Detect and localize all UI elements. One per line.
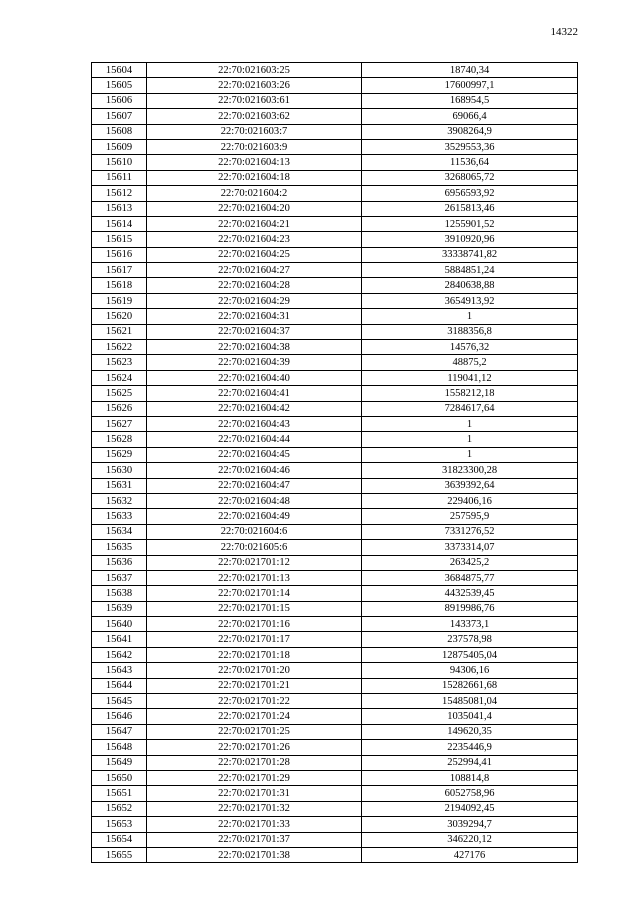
table-row [92,263,578,278]
cadastral-number-cell: 22:70:021604:2 [147,186,362,201]
cadastral-number-cell: 22:70:021701:20 [147,663,362,678]
cadastral-value-cell: 3268065,72 [362,170,578,185]
row-number-cell: 15642 [92,647,147,662]
cadastral-value-cell: 69066,4 [362,109,578,124]
row-number-cell: 15612 [92,186,147,201]
table-row [92,247,578,262]
table-row [92,278,578,293]
cadastral-value-cell: 149620,35 [362,724,578,739]
table-row [92,478,578,493]
cadastral-value-cell: 3684875,77 [362,570,578,585]
cadastral-value-cell: 2615813,46 [362,201,578,216]
table-row [92,324,578,339]
cadastral-number-cell: 22:70:021701:31 [147,786,362,801]
table-row [92,663,578,678]
row-number-cell: 15625 [92,386,147,401]
row-number-cell: 15610 [92,155,147,170]
cadastral-number-cell: 22:70:021701:24 [147,709,362,724]
cadastral-number-cell: 22:70:021701:14 [147,586,362,601]
table-row [92,355,578,370]
cadastral-number-cell: 22:70:021604:39 [147,355,362,370]
cadastral-number-cell: 22:70:021604:42 [147,401,362,416]
cadastral-value-cell: 15485081,04 [362,694,578,709]
cadastral-value-cell: 5884851,24 [362,263,578,278]
row-number-cell: 15608 [92,124,147,139]
table-row [92,770,578,785]
row-number-cell: 15640 [92,617,147,632]
cadastral-number-cell: 22:70:021701:16 [147,617,362,632]
cadastral-number-cell: 22:70:021604:31 [147,309,362,324]
cadastral-value-cell: 12875405,04 [362,647,578,662]
cadastral-number-cell: 22:70:021701:33 [147,817,362,832]
row-number-cell: 15654 [92,832,147,847]
table-row [92,155,578,170]
cadastral-value-cell: 17600997,1 [362,78,578,93]
cadastral-value-cell: 48875,2 [362,355,578,370]
row-number-cell: 15623 [92,355,147,370]
cadastral-number-cell: 22:70:021604:18 [147,170,362,185]
cadastral-value-cell: 143373,1 [362,617,578,632]
table-row [92,170,578,185]
table-row [92,186,578,201]
cadastral-number-cell: 22:70:021604:40 [147,370,362,385]
cadastral-value-cell: 2194092,45 [362,801,578,816]
row-number-cell: 15648 [92,740,147,755]
table-row [92,694,578,709]
cadastral-value-cell: 7331276,52 [362,524,578,539]
row-number-cell: 15607 [92,109,147,124]
cadastral-value-cell: 3039294,7 [362,817,578,832]
table-row [92,93,578,108]
cadastral-number-cell: 22:70:021604:6 [147,524,362,539]
cadastral-number-cell: 22:70:021604:27 [147,263,362,278]
table-row [92,370,578,385]
table-row [92,416,578,431]
row-number-cell: 15651 [92,786,147,801]
row-number-cell: 15617 [92,263,147,278]
table-row [92,801,578,816]
row-number-cell: 15635 [92,540,147,555]
cadastral-number-cell: 22:70:021701:13 [147,570,362,585]
table-row [92,740,578,755]
row-number-cell: 15611 [92,170,147,185]
cadastral-value-cell: 427176 [362,847,578,862]
cadastral-value-cell: 8919986,76 [362,601,578,616]
table-row [92,570,578,585]
table-row [92,632,578,647]
table-row [92,139,578,154]
row-number-cell: 15653 [92,817,147,832]
cadastral-value-cell: 33338741,82 [362,247,578,262]
cadastral-number-cell: 22:70:021604:47 [147,478,362,493]
cadastral-number-cell: 22:70:021604:21 [147,216,362,231]
cadastral-value-cell: 7284617,64 [362,401,578,416]
row-number-cell: 15655 [92,847,147,862]
cadastral-value-cell: 3188356,8 [362,324,578,339]
table-row [92,340,578,355]
cadastral-number-cell: 22:70:021701:37 [147,832,362,847]
cadastral-number-cell: 22:70:021604:46 [147,463,362,478]
row-number-cell: 15632 [92,493,147,508]
cadastral-value-cell: 31823300,28 [362,463,578,478]
cadastral-value-cell: 108814,8 [362,770,578,785]
cadastral-value-cell: 3908264,9 [362,124,578,139]
table-row [92,493,578,508]
cadastral-number-cell: 22:70:021603:26 [147,78,362,93]
row-number-cell: 15643 [92,663,147,678]
row-number-cell: 15614 [92,216,147,231]
cadastral-number-cell: 22:70:021605:6 [147,540,362,555]
cadastral-number-cell: 22:70:021604:48 [147,493,362,508]
table-row [92,617,578,632]
cadastral-value-cell: 237578,98 [362,632,578,647]
table-row [92,509,578,524]
cadastral-value-cell: 1255901,52 [362,216,578,231]
cadastral-number-cell: 22:70:021604:29 [147,293,362,308]
cadastral-number-cell: 22:70:021604:44 [147,432,362,447]
cadastral-number-cell: 22:70:021701:18 [147,647,362,662]
table-row [92,63,578,78]
cadastral-value-cell: 3529553,36 [362,139,578,154]
cadastral-number-cell: 22:70:021701:15 [147,601,362,616]
row-number-cell: 15604 [92,63,147,78]
row-number-cell: 15619 [92,293,147,308]
cadastral-value-cell: 14576,32 [362,340,578,355]
cadastral-number-cell: 22:70:021604:20 [147,201,362,216]
table-row [92,124,578,139]
cadastral-value-cell: 263425,2 [362,555,578,570]
table-row [92,109,578,124]
table-row [92,293,578,308]
table-row [92,447,578,462]
table-row [92,309,578,324]
cadastral-value-cell: 1 [362,416,578,431]
table-body [92,63,578,863]
table-row [92,216,578,231]
table-row [92,601,578,616]
page-number: 14322 [550,26,578,38]
table-row [92,524,578,539]
cadastral-number-cell: 22:70:021604:45 [147,447,362,462]
cadastral-number-cell: 22:70:021603:25 [147,63,362,78]
row-number-cell: 15633 [92,509,147,524]
cadastral-value-cell: 252994,41 [362,755,578,770]
table-row [92,847,578,862]
cadastral-value-cell: 257595,9 [362,509,578,524]
table-row [92,463,578,478]
table-row [92,386,578,401]
cadastral-value-cell: 6956593,92 [362,186,578,201]
row-number-cell: 15650 [92,770,147,785]
table-row [92,786,578,801]
row-number-cell: 15627 [92,416,147,431]
cadastral-value-cell: 2235446,9 [362,740,578,755]
row-number-cell: 15647 [92,724,147,739]
row-number-cell: 15646 [92,709,147,724]
row-number-cell: 15616 [92,247,147,262]
cadastral-value-cell: 18740,34 [362,63,578,78]
cadastral-number-cell: 22:70:021701:25 [147,724,362,739]
cadastral-value-cell: 3910920,96 [362,232,578,247]
cadastral-value-cell: 15282661,68 [362,678,578,693]
cadastral-number-cell: 22:70:021701:29 [147,770,362,785]
cadastral-value-cell: 3639392,64 [362,478,578,493]
row-number-cell: 15631 [92,478,147,493]
row-number-cell: 15626 [92,401,147,416]
table-row [92,724,578,739]
row-number-cell: 15641 [92,632,147,647]
cadastral-value-cell: 94306,16 [362,663,578,678]
row-number-cell: 15636 [92,555,147,570]
table-row [92,709,578,724]
cadastral-number-cell: 22:70:021701:28 [147,755,362,770]
row-number-cell: 15624 [92,370,147,385]
cadastral-number-cell: 22:70:021604:28 [147,278,362,293]
cadastral-value-cell: 346220,12 [362,832,578,847]
cadastral-number-cell: 22:70:021604:23 [147,232,362,247]
row-number-cell: 15620 [92,309,147,324]
table-row [92,586,578,601]
table-row [92,647,578,662]
row-number-cell: 15618 [92,278,147,293]
row-number-cell: 15644 [92,678,147,693]
table-row [92,401,578,416]
cadastral-value-cell: 1 [362,309,578,324]
table-row [92,232,578,247]
cadastral-number-cell: 22:70:021701:21 [147,678,362,693]
table-row [92,201,578,216]
row-number-cell: 15628 [92,432,147,447]
cadastral-number-cell: 22:70:021701:12 [147,555,362,570]
cadastral-value-cell: 119041,12 [362,370,578,385]
row-number-cell: 15615 [92,232,147,247]
row-number-cell: 15634 [92,524,147,539]
row-number-cell: 15609 [92,139,147,154]
cadastral-value-cell: 3654913,92 [362,293,578,308]
cadastral-value-cell: 2840638,88 [362,278,578,293]
cadastral-number-cell: 22:70:021603:62 [147,109,362,124]
cadastral-value-table [91,62,578,863]
table-row [92,78,578,93]
cadastral-value-cell: 1 [362,447,578,462]
row-number-cell: 15637 [92,570,147,585]
cadastral-number-cell: 22:70:021701:22 [147,694,362,709]
row-number-cell: 15606 [92,93,147,108]
cadastral-number-cell: 22:70:021604:13 [147,155,362,170]
cadastral-number-cell: 22:70:021701:17 [147,632,362,647]
cadastral-value-cell: 11536,64 [362,155,578,170]
row-number-cell: 15621 [92,324,147,339]
table-row [92,755,578,770]
cadastral-number-cell: 22:70:021604:38 [147,340,362,355]
table-row [92,555,578,570]
row-number-cell: 15649 [92,755,147,770]
row-number-cell: 15652 [92,801,147,816]
table-row [92,432,578,447]
cadastral-number-cell: 22:70:021701:38 [147,847,362,862]
table-row [92,817,578,832]
cadastral-number-cell: 22:70:021604:37 [147,324,362,339]
cadastral-value-cell: 168954,5 [362,93,578,108]
row-number-cell: 15638 [92,586,147,601]
cadastral-value-cell: 229406,16 [362,493,578,508]
cadastral-number-cell: 22:70:021701:32 [147,801,362,816]
cadastral-value-cell: 1558212,18 [362,386,578,401]
row-number-cell: 15639 [92,601,147,616]
row-number-cell: 15629 [92,447,147,462]
table-row [92,540,578,555]
cadastral-value-cell: 6052758,96 [362,786,578,801]
cadastral-value-cell: 3373314,07 [362,540,578,555]
cadastral-number-cell: 22:70:021604:25 [147,247,362,262]
cadastral-number-cell: 22:70:021604:41 [147,386,362,401]
cadastral-value-cell: 1 [362,432,578,447]
table-row [92,832,578,847]
cadastral-value-cell: 4432539,45 [362,586,578,601]
row-number-cell: 15645 [92,694,147,709]
row-number-cell: 15622 [92,340,147,355]
cadastral-number-cell: 22:70:021603:7 [147,124,362,139]
cadastral-number-cell: 22:70:021603:9 [147,139,362,154]
row-number-cell: 15613 [92,201,147,216]
cadastral-number-cell: 22:70:021604:43 [147,416,362,431]
cadastral-value-cell: 1035041,4 [362,709,578,724]
cadastral-number-cell: 22:70:021604:49 [147,509,362,524]
row-number-cell: 15605 [92,78,147,93]
row-number-cell: 15630 [92,463,147,478]
cadastral-number-cell: 22:70:021603:61 [147,93,362,108]
table-row [92,678,578,693]
cadastral-number-cell: 22:70:021701:26 [147,740,362,755]
